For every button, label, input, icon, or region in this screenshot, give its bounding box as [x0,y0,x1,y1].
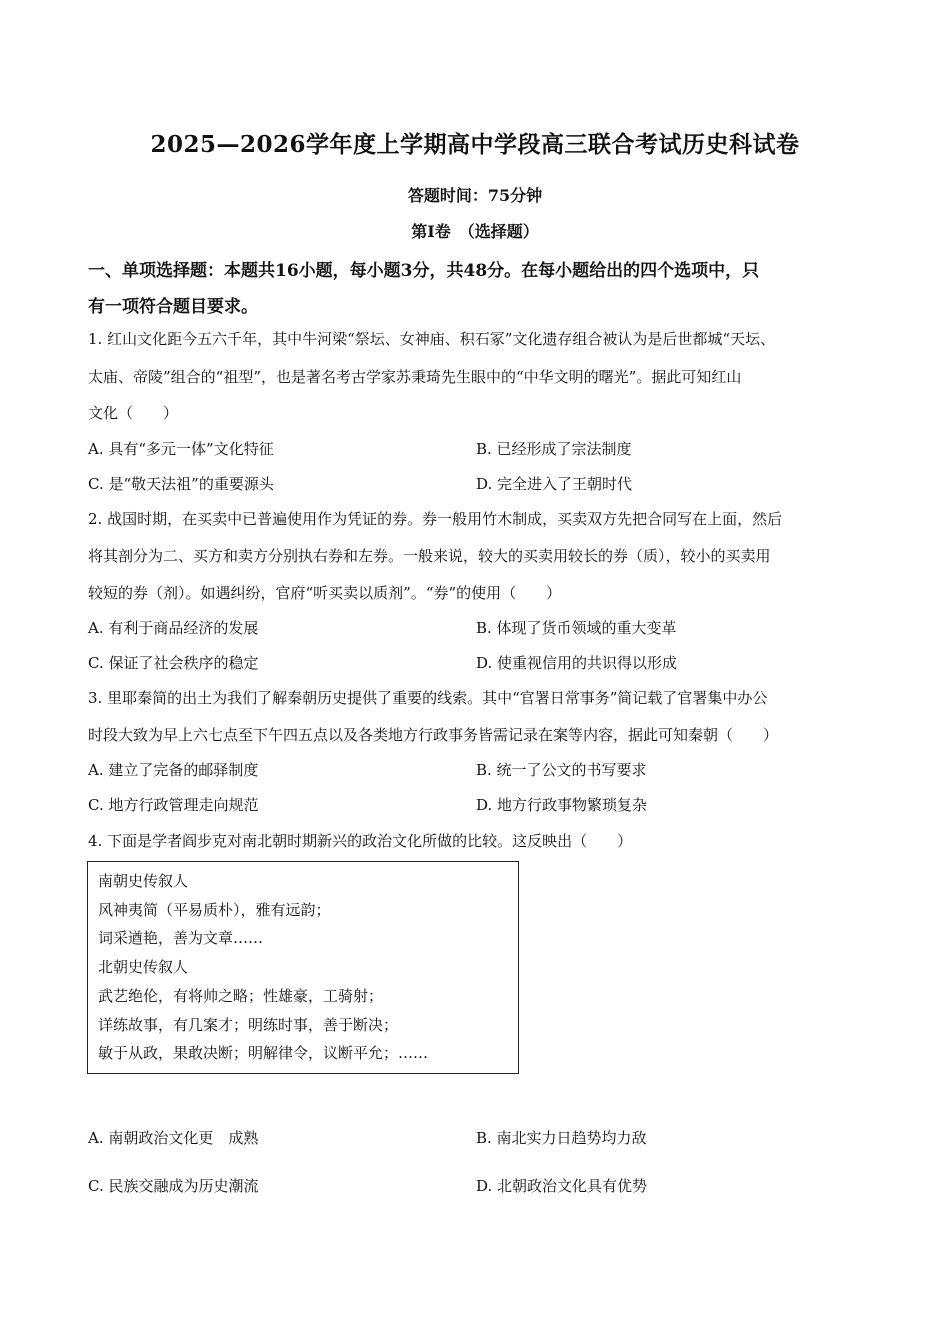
question-2-option-a: A. 有利于商品经济的发展 [88,619,259,637]
question-1-line: 文化（ ） [88,404,179,422]
question-1-line: 1. 红山文化距今五六千年，其中牛河梁“祭坛、女神庙、积石冢”文化遗存组合被认为是后世都城“天坛、 [88,330,776,348]
question-4-option-d: D. 北朝政治文化具有优势 [476,1177,648,1195]
part-heading: 第Ⅰ卷 （选择题） [411,222,539,241]
section-instruction-line1: 一、单项选择题：本题共16小题，每小题3分，共48分。在每小题给出的四个选项中，只 [88,261,760,281]
question-2-option-b: B. 体现了货币领域的重大变革 [476,619,677,637]
question-3-option-c: C. 地方行政管理走向规范 [88,796,259,814]
question-3-option-a: A. 建立了完备的邮驿制度 [88,761,259,779]
question-3-line: 时段大致为早上六七点至下午四五点以及各类地方行政事务皆需记录在案等内容，据此可知秦朝（ ） [88,726,779,744]
question-1-line: 太庙、帝陵”组合的“祖型”，也是著名考古学家苏秉琦先生眼中的“中华文明的曙光”。据此可知红山 [88,368,742,386]
question-3-line: 3. 里耶秦简的出土为我们了解秦朝历史提供了重要的线索。其中“官署日常事务”简记载了官署集中办公 [88,689,768,707]
quotation-line: 武艺绝伦，有将帅之略；性雄豪，工骑射； [98,987,384,1005]
question-4-option-b: B. 南北实力日趋势均力敌 [476,1129,647,1147]
question-1-option-d: D. 完全进入了王朝时代 [476,475,633,493]
quotation-line: 词采遒艳，善为文章…… [98,929,264,947]
question-4-option-a: A. 南朝政治文化更 成熟 [88,1129,259,1147]
question-1-option-b: B. 已经形成了宗法制度 [476,440,632,458]
question-2-line: 2. 战国时期，在买卖中已普遍使用作为凭证的券。券一般用竹木制成，买卖双方先把合同写在上面，然后 [88,510,783,528]
question-2-option-d: D. 使重视信用的共识得以形成 [476,654,678,672]
question-1-option-c: C. 是“敬天法祖”的重要源头 [88,475,274,493]
question-3-option-b: B. 统一了公文的书写要求 [476,761,647,779]
quotation-line: 风神夷简（平易质朴），雅有远韵； [98,901,331,919]
question-2-option-c: C. 保证了社会秩序的稳定 [88,654,259,672]
question-2-line: 较短的券（剂）。如遇纠纷，官府“听买卖以质剂”。“券”的使用（ ） [88,584,562,602]
question-3-option-d: D. 地方行政事物繁琐复杂 [476,796,648,814]
quotation-line: 详练故事，有几案才；明练时事，善于断决； [98,1016,399,1034]
question-1-option-a: A. 具有“多元一体”文化特征 [88,440,274,458]
quotation-line: 南朝史传叙人 [98,872,189,890]
quotation-box [87,861,519,1074]
quotation-line: 敏于从政，果敢决断；明解律令，议断平允；…… [98,1044,429,1062]
exam-title: 2025—2026学年度上学期高中学段高三联合考试历史科试卷 [150,131,800,158]
quotation-line: 北朝史传叙人 [98,958,189,976]
exam-time: 答题时间：75分钟 [407,186,543,205]
question-4-line: 4. 下面是学者阎步克对南北朝时期新兴的政治文化所做的比较。这反映出（ ） [88,832,633,850]
question-4-option-c: C. 民族交融成为历史潮流 [88,1177,259,1195]
question-2-line: 将其剖分为二、买方和卖方分别执右券和左券。一般来说，较大的买卖用较长的券（质），较小的买卖用 [88,547,771,565]
section-instruction-line2: 有一项符合题目要求。 [88,297,258,317]
